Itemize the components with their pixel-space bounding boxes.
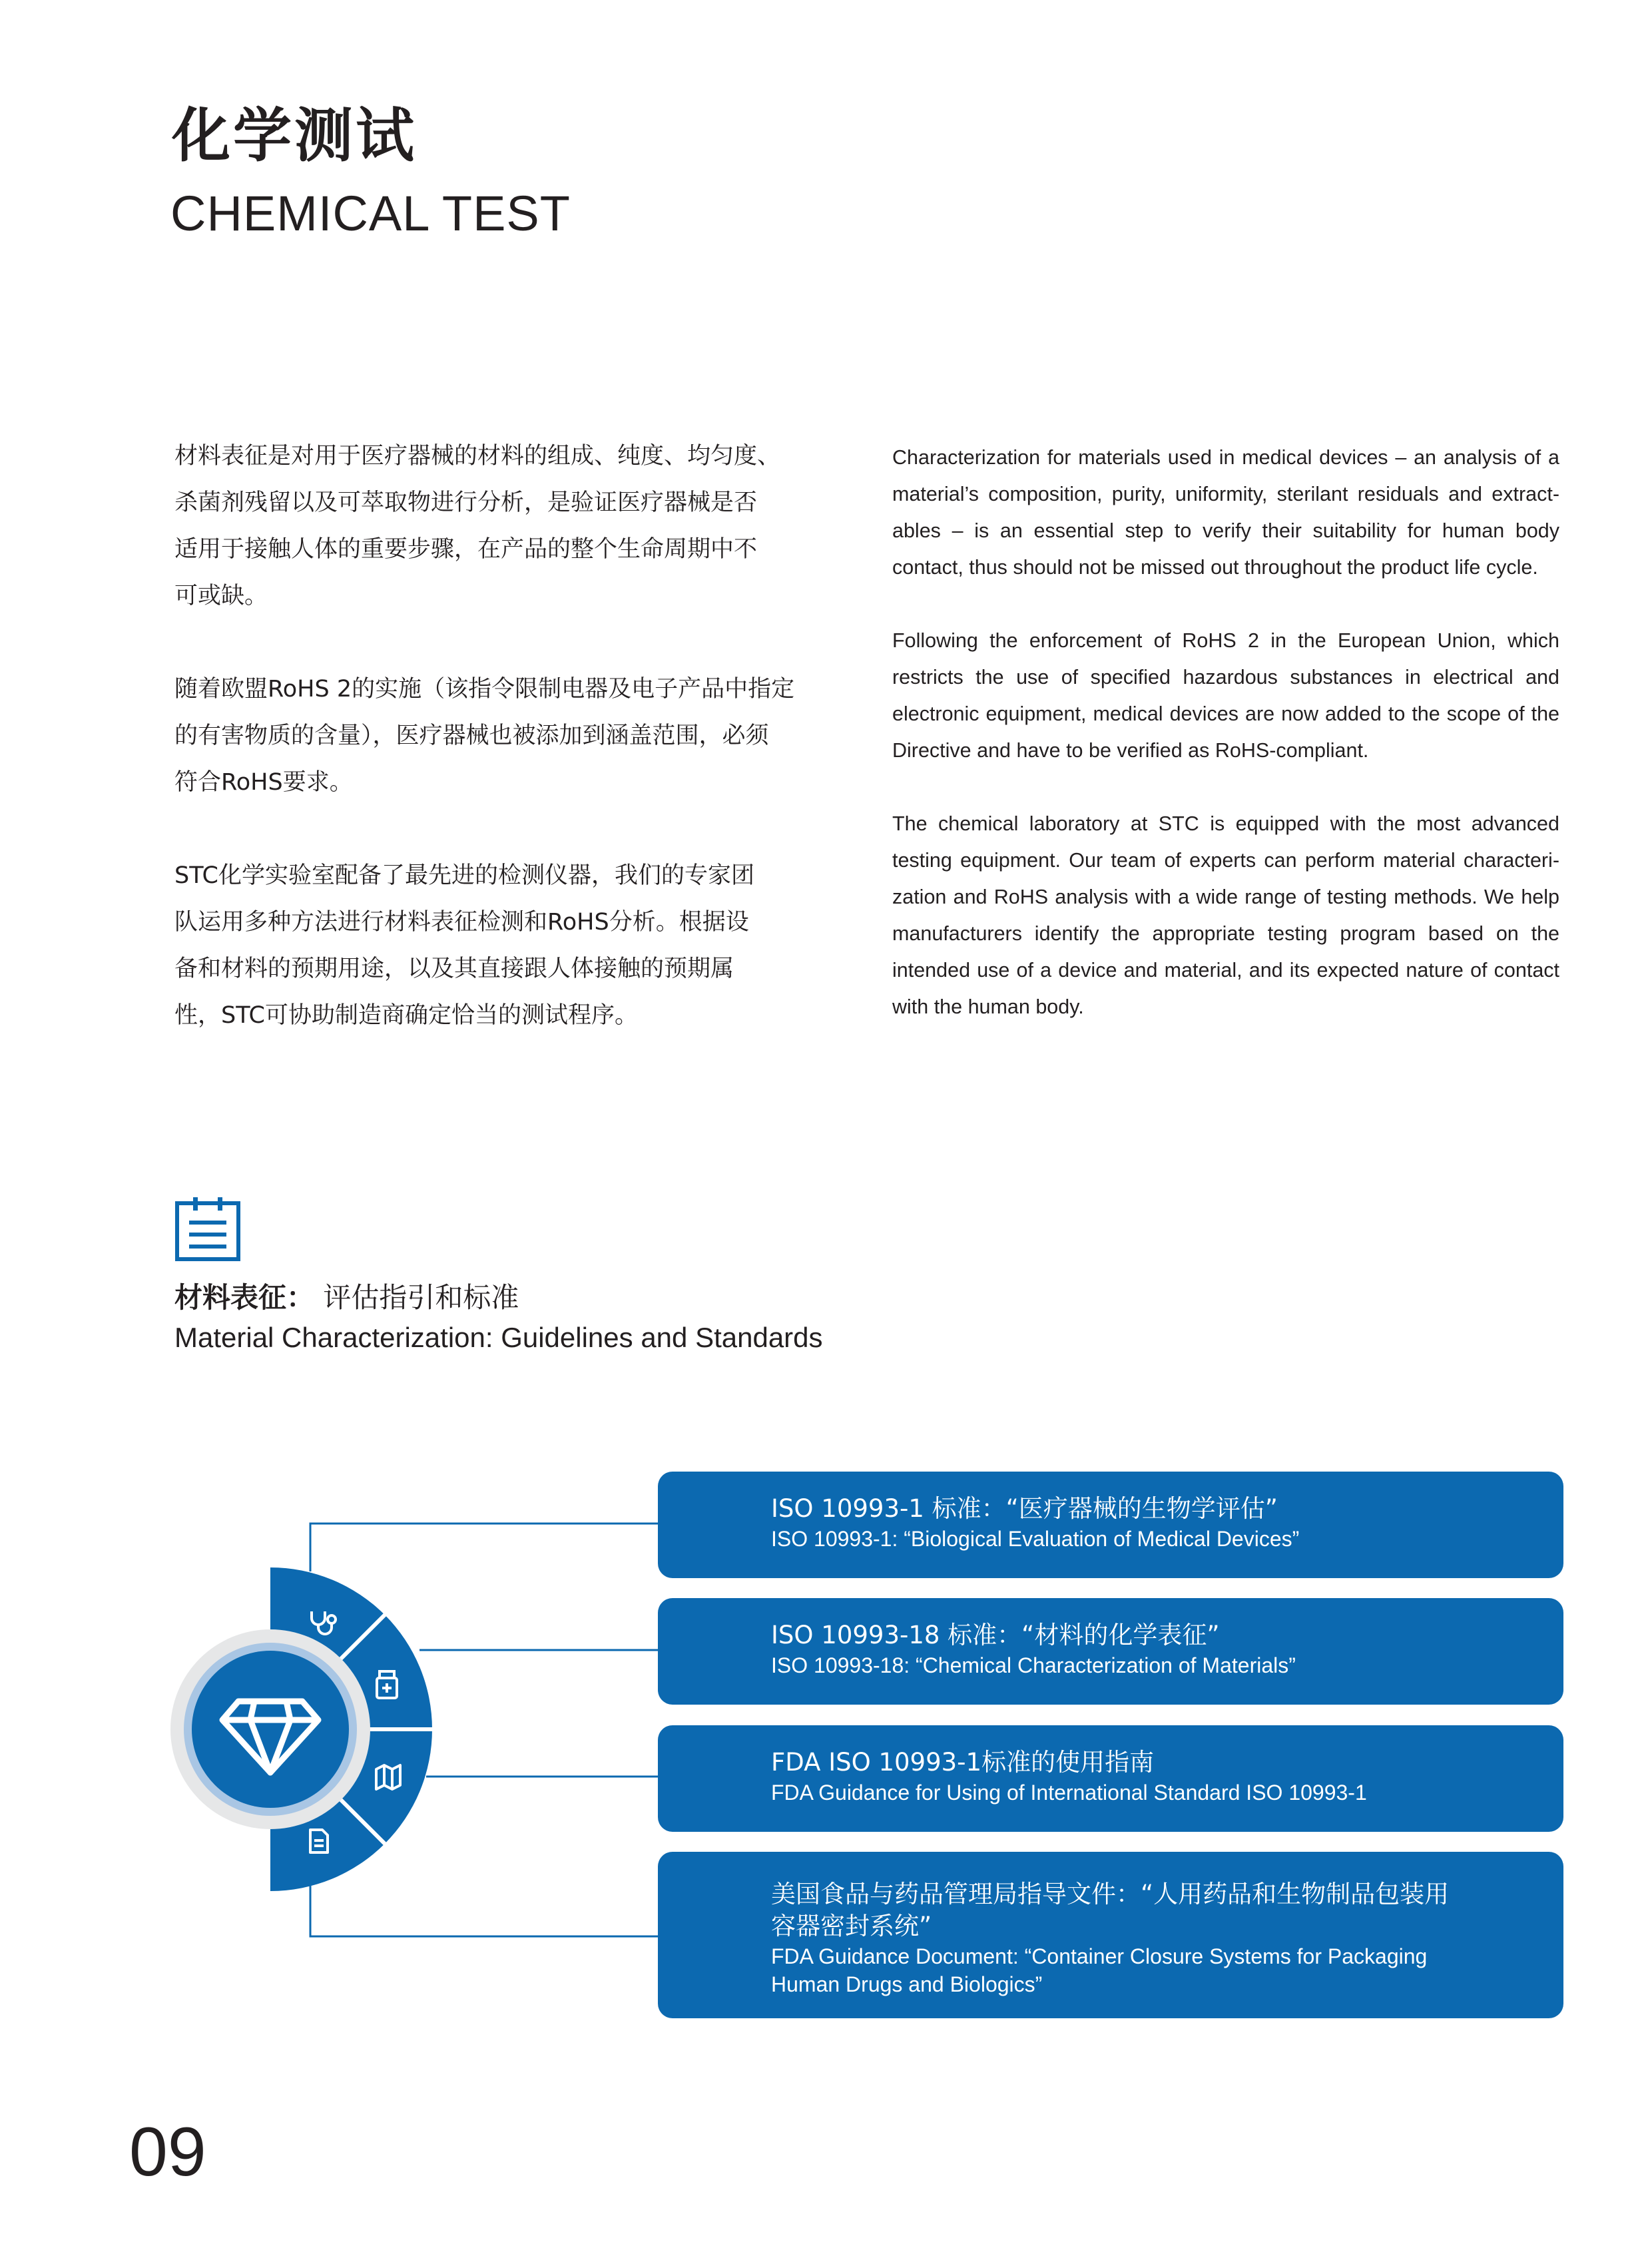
text-line: restricts the use of specified hazardous substances in electrical and xyxy=(892,666,1559,689)
connector-line xyxy=(310,1524,659,1571)
standard-title-en: Human Drugs and Biologics” xyxy=(771,1972,1043,1996)
text-line: testing equipment. Our team of experts can perform material characteri- xyxy=(892,849,1559,872)
text-line: with the human body. xyxy=(892,995,1084,1018)
text-line: Characterization for materials used in medical devices – an analysis of a xyxy=(892,446,1559,469)
section-heading-cn xyxy=(174,1281,519,1314)
section-heading-cn-bold: 材料表征： xyxy=(174,1281,315,1314)
section-heading-cn-rest: 评估指引和标准 xyxy=(323,1281,519,1314)
text-line: ables – is an essential step to verify their suitability for human body xyxy=(892,519,1559,542)
intro-cn-paragraph-3 xyxy=(174,852,794,1039)
text-line: 随着欧盟RoHS 2的实施（该指令限制电器及电子产品中指定 xyxy=(174,676,795,702)
standard-title-cn: 美国食品与药品管理局指导文件：“人用药品和生物制品包装用 xyxy=(771,1880,1450,1908)
standard-card-1 xyxy=(658,1472,1563,1578)
text-line: manufacturers identify the appropriate testing program based on the xyxy=(892,922,1559,945)
standard-title-en: FDA Guidance Document: “Container Closure Systems for Packaging xyxy=(771,1944,1428,1968)
standard-title-cn: FDA ISO 10993-1标准的使用指南 xyxy=(771,1748,1155,1777)
page-title-cn: 化学测试 xyxy=(172,101,417,170)
intro-en-paragraph-3 xyxy=(892,806,1559,1025)
section-heading-en: Material Characterization: Guidelines and Standards xyxy=(174,1322,823,1353)
standard-title-cn: 容器密封系统” xyxy=(771,1912,932,1940)
text-line: 适用于接触人体的重要步骤，在产品的整个生命周期中不 xyxy=(174,536,758,563)
intro-cn-paragraph-1 xyxy=(174,433,794,619)
text-line: 性，STC可协助制造商确定恰当的测试程序。 xyxy=(174,1002,638,1029)
text-line: intended use of a device and material, and its expected nature of contact xyxy=(892,959,1559,981)
text-line: 可或缺。 xyxy=(174,583,268,609)
connector-line xyxy=(310,1884,659,1936)
standard-title-en: FDA Guidance for Using of International Standard ISO 10993-1 xyxy=(771,1781,1367,1805)
text-line: 备和材料的预期用途，以及其直接跟人体接触的预期属 xyxy=(174,956,734,982)
standard-card-2 xyxy=(658,1598,1563,1705)
text-line: The chemical laboratory at STC is equipped with the most advanced xyxy=(892,812,1559,835)
text-line: 队运用多种方法进行材料表征检测和RoHS分析。根据设 xyxy=(174,909,749,936)
text-line: 的有害物质的含量），医疗器械也被添加到涵盖范围，必须 xyxy=(174,722,769,749)
clipboard-list-icon xyxy=(174,1195,241,1262)
standard-title-cn: ISO 10993-18 标准：“材料的化学表征” xyxy=(771,1621,1220,1649)
text-line: Directive and have to be verified as RoHS-compliant. xyxy=(892,739,1369,762)
page-number: 09 xyxy=(129,2113,206,2191)
standard-title-en: ISO 10993-18: “Chemical Characterization of Materials” xyxy=(771,1653,1296,1677)
intro-cn-paragraph-2 xyxy=(174,666,794,806)
page-title-en: CHEMICAL TEST xyxy=(170,186,571,241)
text-line: 材料表征是对用于医疗器械的材料的组成、纯度、均匀度、 xyxy=(174,443,781,469)
standard-title-en: ISO 10993-1: “Biological Evaluation of Medical Devices” xyxy=(771,1527,1300,1551)
intro-en-paragraph-1 xyxy=(892,439,1559,586)
standard-card-4 xyxy=(658,1852,1563,2018)
intro-en-paragraph-2 xyxy=(892,623,1559,769)
standard-title-cn: ISO 10993-1 标准：“医疗器械的生物学评估” xyxy=(771,1494,1278,1523)
text-line: 符合RoHS要求。 xyxy=(174,769,353,796)
text-line: Following the enforcement of RoHS 2 in the European Union, which xyxy=(892,629,1559,652)
standard-card-3 xyxy=(658,1725,1563,1832)
standards-diagram xyxy=(0,1432,666,1964)
intro-en-column xyxy=(892,439,1559,1062)
text-line: material’s composition, purity, uniformity, sterilant residuals and extract- xyxy=(892,483,1559,505)
intro-cn-column xyxy=(174,433,794,1085)
text-line: STC化学实验室配备了最先进的检测仪器，我们的专家团 xyxy=(174,862,754,889)
text-line: electronic equipment, medical devices are now added to the scope of the xyxy=(892,702,1559,725)
text-line: 杀菌剂残留以及可萃取物进行分析，是验证医疗器械是否 xyxy=(174,489,758,516)
center-circle xyxy=(192,1651,349,1808)
text-line: zation and RoHS analysis with a wide range of testing methods. We help xyxy=(892,886,1559,908)
text-line: contact, thus should not be missed out throughout the product life cycle. xyxy=(892,556,1538,579)
